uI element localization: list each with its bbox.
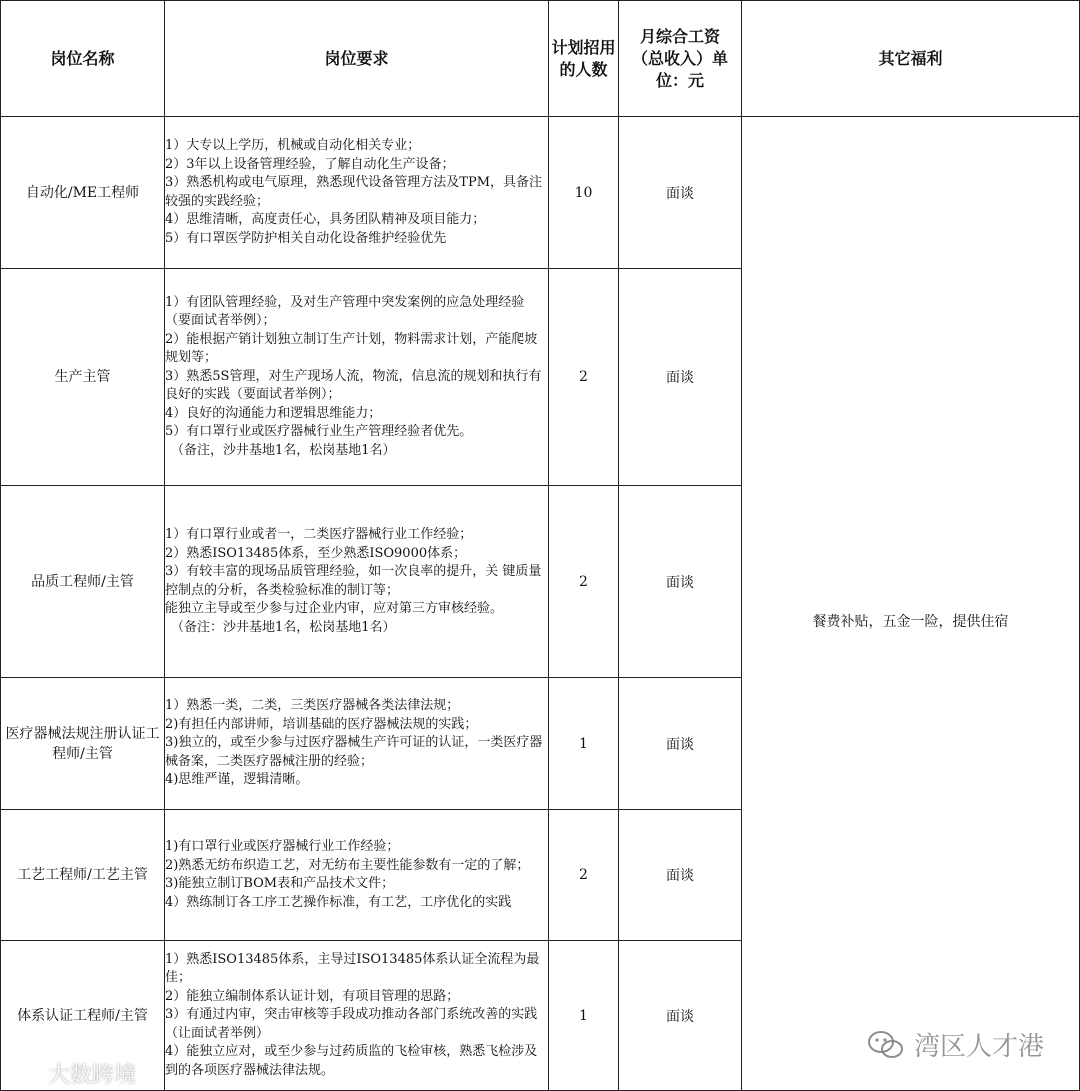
requirement-line: 3）熟悉机构或电气原理，熟悉现代设备管理方法及TPM，具备注较强的实践经验；: [165, 175, 543, 209]
requirement-line: 3）有通过内审，突击审核等手段成功推动各部门系统改善的实践（让面试者举例）: [165, 1007, 538, 1041]
requirement-line: 5）有口罩医学防护相关自动化设备维护经验优先: [165, 230, 447, 246]
header-salary: 月综合工资（总收入）单位：元: [619, 1, 742, 117]
position-name: 工艺工程师/工艺主管: [1, 810, 165, 941]
position-name: 生产主管: [1, 269, 165, 486]
position-name: 体系认证工程师/主管: [1, 941, 165, 1091]
header-requirements: 岗位要求: [165, 1, 549, 117]
requirement-line: 1)有口罩行业或医疗器械行业工作经验；: [165, 839, 400, 854]
requirement-line: 4）思维清晰，高度责任心，具务团队精神及项目能力；: [165, 212, 486, 227]
requirement-line: 3）有较丰富的现场品质管理经验，如一次良率的提升，关 键质量控制点的分析，各类检验标准的制订等；: [165, 564, 542, 598]
requirement-line: 2)熟悉无纺布织造工艺，对无纺布主要性能参数有一定的了解；: [165, 857, 530, 873]
requirements-cell: [165, 810, 549, 941]
salary: 面谈: [619, 810, 742, 941]
position-name: 医疗器械法规注册认证工程师/主管: [1, 678, 165, 810]
requirement-line: 2）能根据产销计划独立制订生产计划，物料需求计划，产能爬坡规划等；: [165, 331, 538, 366]
requirement-line: 2)有担任内部讲师，培训基础的医疗器械法规的实践；: [165, 716, 478, 732]
position-name: 自动化/ME工程师: [1, 117, 165, 269]
headcount: 2: [549, 269, 619, 486]
requirement-line: 3)独立的，或至少参与过医疗器械生产许可证的认证，一类医疗器械备案，二类医疗器械注册的经验；: [165, 735, 543, 769]
requirement-line: 1）熟悉ISO13485体系，主导过ISO13485体系认证全流程为最佳；: [165, 951, 540, 986]
salary: 面谈: [619, 117, 742, 269]
requirement-line: 4）熟练制订各工序工艺操作标准，有工艺，工序优化的实践: [165, 894, 512, 910]
header-headcount: 计划招用的人数: [549, 1, 619, 117]
watermark-right-text: 湾区人才港: [914, 1032, 1045, 1062]
table-row: [1, 117, 1080, 269]
headcount: 10: [549, 117, 619, 269]
requirement-line: 1）有团队管理经验，及对生产管理中突发案例的应急处理经验（要面试者举例）；: [165, 294, 525, 329]
headcount: 2: [549, 810, 619, 941]
requirements-cell: [165, 269, 549, 486]
headcount: 1: [549, 678, 619, 810]
requirement-line: 能独立主导或至少参与过企业内审，应对第三方审核经验。: [165, 601, 504, 616]
header-benefits: 其它福利: [742, 1, 1080, 117]
position-name: 品质工程师/主管: [1, 486, 165, 678]
requirement-line: 1）大专以上学历，机械或自动化相关专业；: [165, 138, 421, 153]
requirement-line: 4）良好的沟通能力和逻辑思维能力；: [165, 405, 382, 421]
requirement-line: 2）熟悉ISO13485体系，至少熟悉ISO9000体系；: [165, 545, 467, 561]
header-position: 岗位名称: [1, 1, 165, 117]
benefits-cell: 餐费补贴，五金一险，提供住宿: [742, 117, 1080, 1091]
requirements-cell: [165, 117, 549, 269]
requirement-line: 2）3年以上设备管理经验，了解自动化生产设备；: [165, 156, 455, 172]
watermark-left: [6, 1058, 136, 1089]
requirement-line: 1）有口罩行业或者一，二类医疗器械行业工作经验；: [165, 527, 473, 542]
requirement-line: 5）有口罩行业或医疗器械行业生产管理经验者优先。: [165, 424, 473, 440]
requirement-line: 4)思维严谨，逻辑清晰。: [165, 772, 309, 788]
requirements-cell: [165, 678, 549, 810]
requirement-line: 3)能独立制订BOM表和产品技术文件；: [165, 876, 395, 891]
watermark-left-text: 大数跨境: [48, 1063, 137, 1088]
salary: 面谈: [619, 678, 742, 810]
watermark-right: [866, 1026, 1044, 1063]
requirement-line: 3）熟悉5S管理，对生产现场人流，物流，信息流的规划和执行有良好的实践（要面试者举例）；: [165, 368, 542, 403]
requirement-line: （备注，沙井基地1名，松岗基地1名）: [171, 442, 396, 458]
salary: 面谈: [619, 269, 742, 486]
requirement-line: 4）能独立应对，或至少参与过药质监的飞检审核，熟悉飞检涉及到的各项医疗器械法律法规。: [165, 1044, 538, 1078]
requirement-line: 1）熟悉一类，二类，三类医疗器械各类法律法规；: [165, 698, 460, 714]
salary: 面谈: [619, 941, 742, 1091]
chat-bubble-icon: [6, 1062, 42, 1086]
requirement-line: 2）能独立编制体系认证计划，有项目管理的思路；: [165, 988, 460, 1004]
salary: 面谈: [619, 486, 742, 678]
header-row: [1, 1, 1080, 117]
requirements-cell: [165, 941, 549, 1091]
headcount: 1: [549, 941, 619, 1091]
wechat-icon: [866, 1029, 906, 1061]
requirement-line: （备注：沙井基地1名，松岗基地1名）: [171, 619, 396, 635]
requirements-cell: [165, 486, 549, 678]
headcount: 2: [549, 486, 619, 678]
